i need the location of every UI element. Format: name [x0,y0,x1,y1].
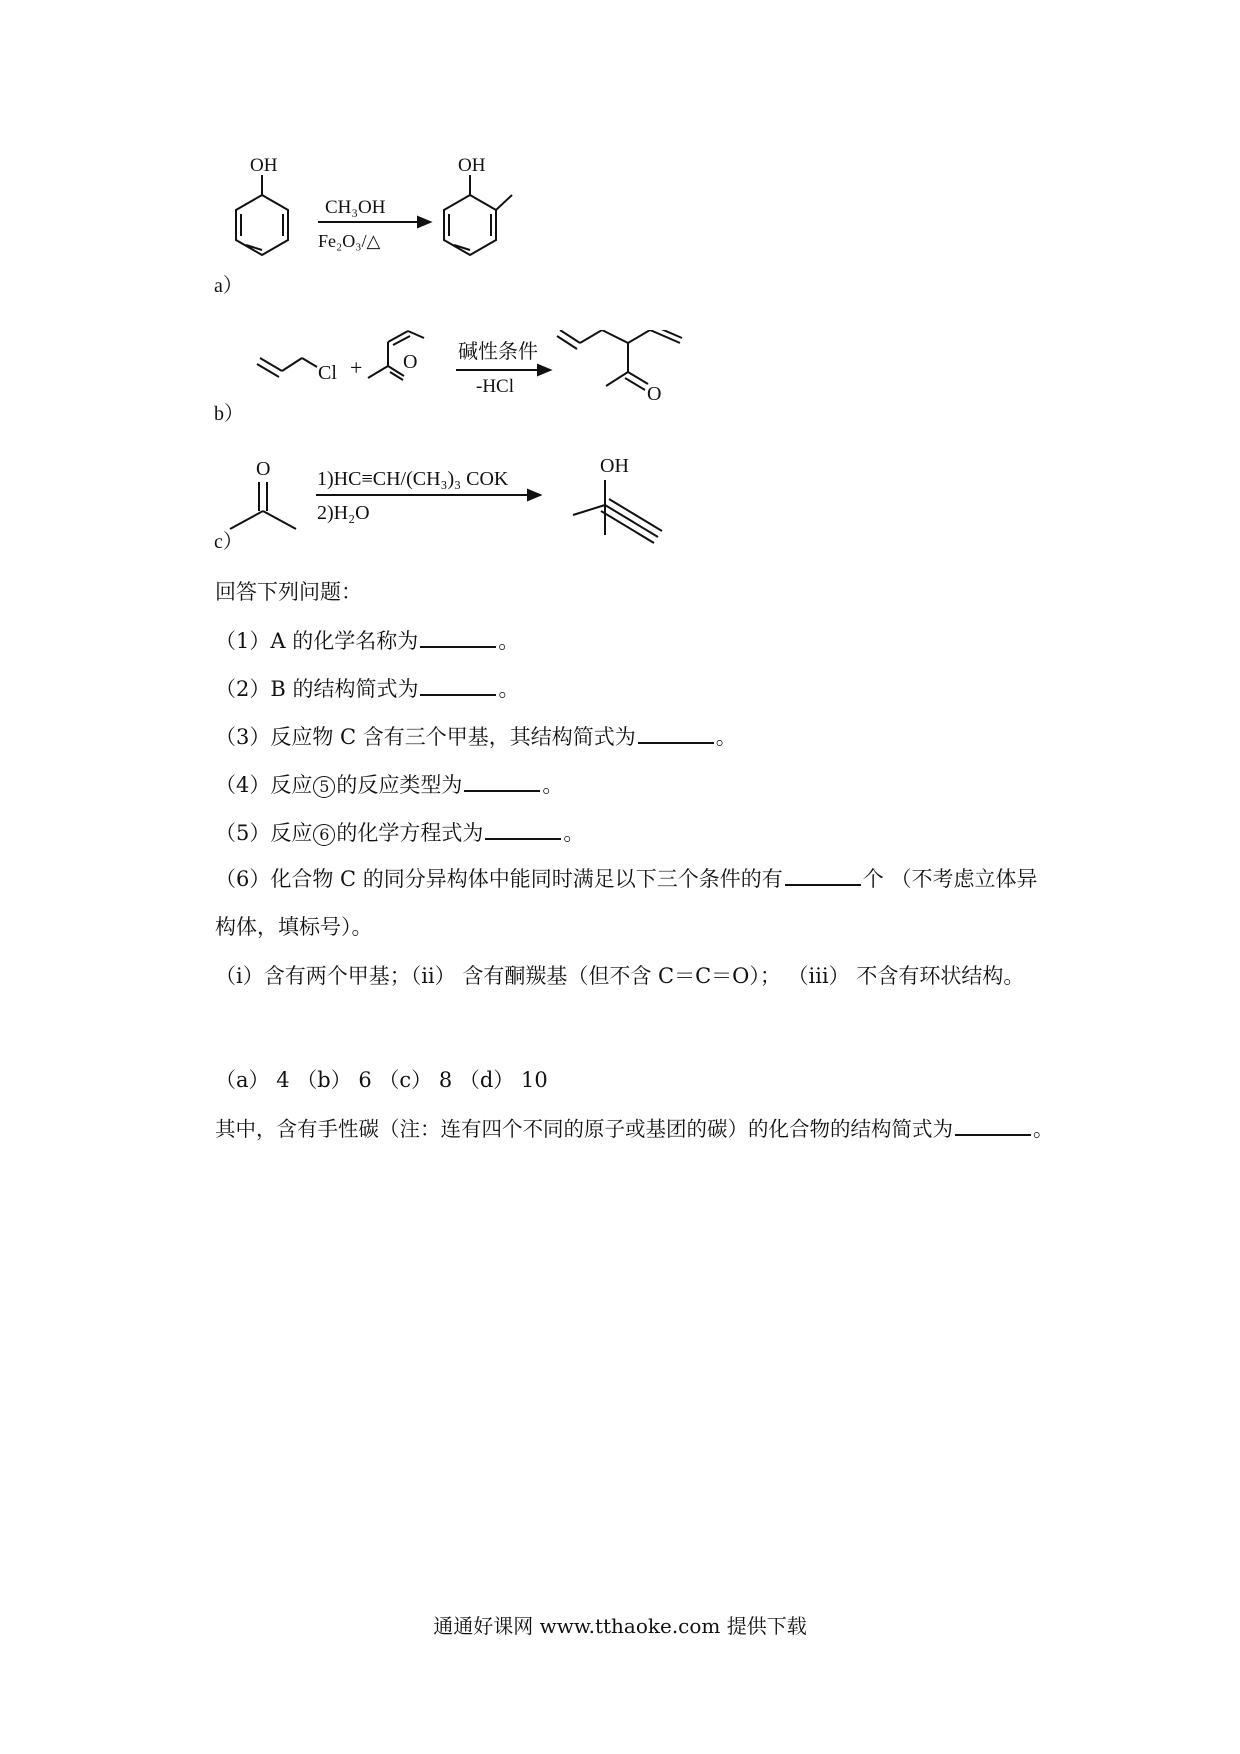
q5-text: （5）反应 [215,821,313,845]
footer-text: 通通好课网 www.tthaoke.com 提供下载 [433,1614,807,1638]
question-4 [215,770,563,799]
q3-blank [638,722,714,744]
conditions-text: （ⅰ）含有两个甲基；（ⅱ） 含有酮羰基（但不含 C＝C＝O）； （ⅲ） 不含有环状结构。 [215,964,1025,988]
q2-text: （2）B 的结构简式为 [215,677,419,701]
reaction-c [200,455,760,555]
reagent-bottom: 2)H₂O [317,502,370,524]
reaction-arrow [318,217,430,227]
q4-end: 。 [542,773,564,797]
q3-text: （3）反应物 C 含有三个甲基，其结构简式为 [215,725,636,749]
reaction-arrow [316,490,540,500]
question-6 [215,855,1045,951]
allyl-chloride-structure [257,358,317,377]
reagent-bottom: -HCl [476,376,514,397]
q1-end: 。 [498,629,520,653]
q4-text-2: 的反应类型为 [336,773,463,797]
q6-text-2: 个 （不考虑立体异构体，填标号）。 [215,867,1038,939]
product-oh-label: OH [458,155,486,176]
reactant-oxygen-label: O [403,351,418,373]
chiral-question [215,1114,1054,1143]
reagent-top: CH₃OH [325,197,386,218]
q5-text-2: 的化学方程式为 [336,821,484,845]
reagent-bottom: Fe₂O₃/△ [318,231,381,251]
q2-end: 。 [498,677,520,701]
answer-options: （a） 4 （b） 6 （c） 8 （d） 10 [215,1068,548,1092]
reactant-oh-label: OH [250,155,278,176]
q5-end: 。 [563,821,585,845]
chlorine-label: Cl [318,362,337,384]
q5-circled-number: 6 [313,824,335,846]
product-oxygen-label: O [647,383,662,405]
q1-text: （1）A 的化学名称为 [215,629,419,653]
reagent-top: 1)HC≡CH/(CH₃)₃ COK [317,468,509,490]
reaction-b [200,330,780,430]
q2-blank [420,674,496,696]
chiral-end: 。 [1033,1117,1054,1141]
q3-end: 。 [715,725,737,749]
q6-text: （6）化合物 C 的同分异构体中能同时满足以下三个条件的有 [215,867,783,891]
q4-circled-number: 5 [313,776,335,798]
product-structure [557,330,682,390]
o-cresol-structure [444,175,512,255]
product-structure [573,480,662,543]
phenol-structure [236,175,288,255]
acetone-structure [230,482,296,529]
q6-blank [785,864,861,886]
reagent-top: 碱性条件 [458,341,538,363]
question-1 [215,626,519,655]
chiral-text: 其中，含有手性碳（注：连有四个不同的原子或基团的碳）的化合物的结构简式为 [215,1117,953,1141]
q5-blank [485,818,561,840]
product-oh-label: OH [600,455,629,477]
reaction-c-label: c） [214,531,243,553]
reaction-a-label: a） [214,275,243,295]
q1-blank [420,626,496,648]
reaction-arrow [456,365,550,375]
q4-text: （4）反应 [215,773,313,797]
question-3 [215,722,737,751]
intro-text: 回答下列问题： [215,580,362,604]
acetone-oxygen-label: O [256,458,271,480]
question-5 [215,818,584,847]
chiral-blank [955,1114,1031,1136]
reaction-a [200,155,600,295]
reaction-b-label: b） [214,403,244,425]
q4-blank [464,770,540,792]
plus-sign: + [350,355,363,380]
question-2 [215,674,519,703]
